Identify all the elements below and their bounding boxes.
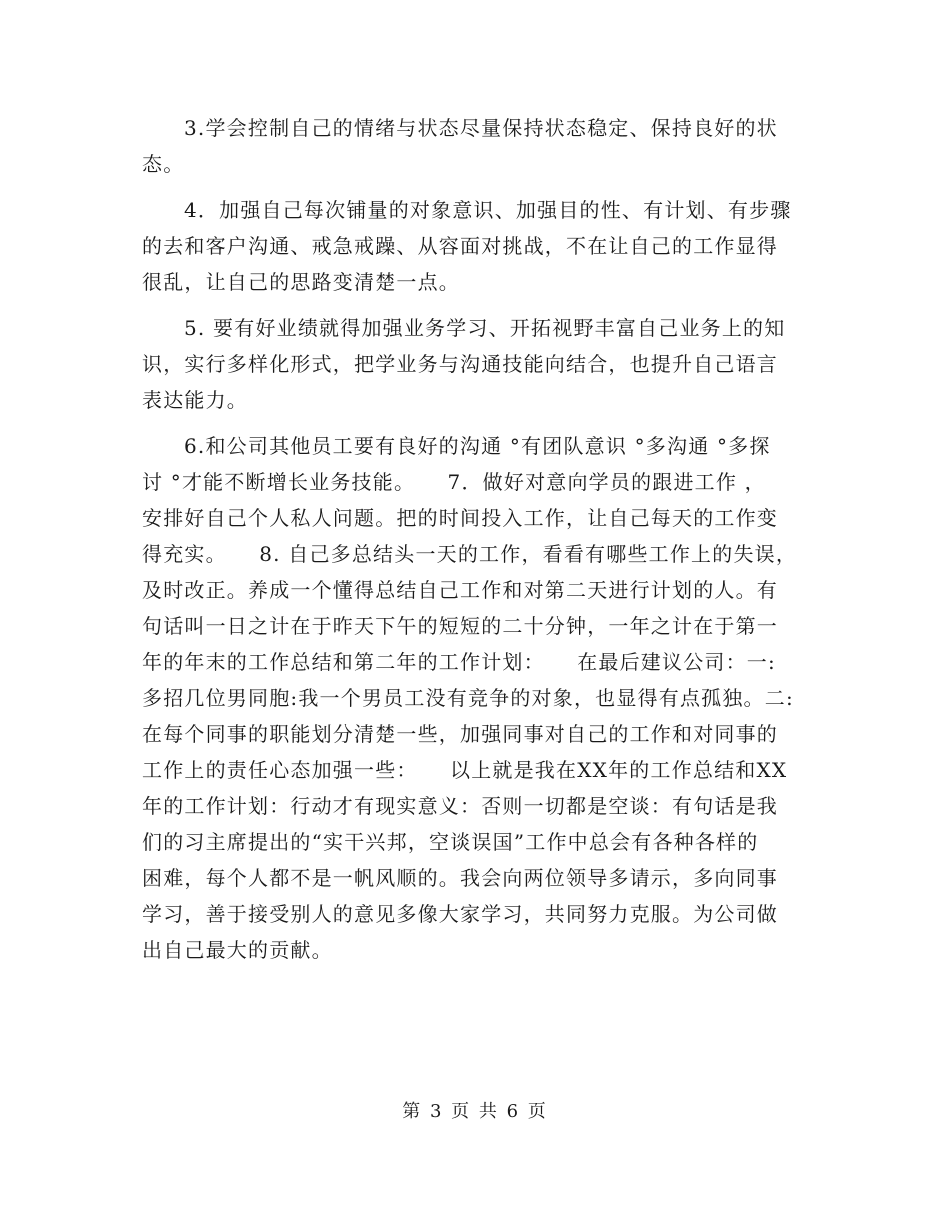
paragraph-line: 5. 要有好业绩就得加强业务学习、开拓视野丰富自己业务上的知 <box>184 316 786 340</box>
paragraph-line: 安排好自己个人私人问题。把的时间投入工作，让自己每天的工作变 <box>142 506 778 530</box>
paragraph-line: 识，实行多样化形式，把学业务与沟通技能向结合，也提升自己语言 <box>142 352 778 376</box>
paragraph-line: 出自己最大的贡献。 <box>142 938 333 962</box>
paragraph-line: 很乱，让自己的思路变清楚一点。 <box>142 270 460 294</box>
paragraph-3 <box>142 110 810 182</box>
paragraph-line: 困难，每个人都不是一帆风顺的。我会向两位领导多请示，多向同事 <box>142 866 778 890</box>
paragraph-4 <box>142 192 810 300</box>
page-number-footer: 第 3 页 共 6 页 <box>402 1101 548 1122</box>
document-body <box>142 110 810 968</box>
paragraph-line: 及时改正。养成一个懂得总结自己工作和对第二天进行计划的人。有 <box>142 578 778 602</box>
paragraph-line: 在每个同事的职能划分清楚一些，加强同事对自己的工作和对同事的 <box>142 722 778 746</box>
paragraph-5 <box>142 310 810 418</box>
paragraph-line: 态。 <box>142 152 185 176</box>
paragraph-6 <box>142 428 810 968</box>
paragraph-line: 4．加强自己每次铺量的对象意识、加强目的性、有计划、有步骤 <box>184 198 792 222</box>
paragraph-line: 讨 °才能不断增长业务技能。 7．做好对意向学员的跟进工作 ， <box>142 470 766 494</box>
paragraph-line: 工作上的责任心态加强一些： 以上就是我在XX年的工作总结和XX <box>142 758 788 782</box>
paragraph-line: 的去和客户沟通、戒急戒躁、从容面对挑战，不在让自己的工作显得 <box>142 234 778 258</box>
paragraph-line: 3.学会控制自己的情绪与状态尽量保持状态稳定、保持良好的状 <box>184 116 778 140</box>
paragraph-line: 年的工作计划：行动才有现实意义：否则一切都是空谈：有句话是我 <box>142 794 778 818</box>
paragraph-line: 们的习主席提出的“实干兴邦，空谈误国”工作中总会有各种各样的 <box>142 830 759 854</box>
paragraph-line: 多招几位男同胞:我一个男员工没有竞争的对象，也显得有点孤独。二: <box>142 686 794 710</box>
paragraph-line: 句话叫一日之计在于昨天下午的短短的二十分钟，一年之计在于第一 <box>142 614 778 638</box>
paragraph-line: 6.和公司其他员工要有良好的沟通 °有团队意识 °多沟通 °多探 <box>184 434 771 458</box>
paragraph-line: 学习，善于接受别人的意见多像大家学习，共同努力克服。为公司做 <box>142 902 778 926</box>
paragraph-line: 年的年末的工作总结和第二年的工作计划： 在最后建议公司：一: <box>142 650 776 674</box>
paragraph-line: 得充实。 8. 自己多总结头一天的工作，看看有哪些工作上的失误， <box>142 542 798 566</box>
paragraph-line: 表达能力。 <box>142 388 248 412</box>
